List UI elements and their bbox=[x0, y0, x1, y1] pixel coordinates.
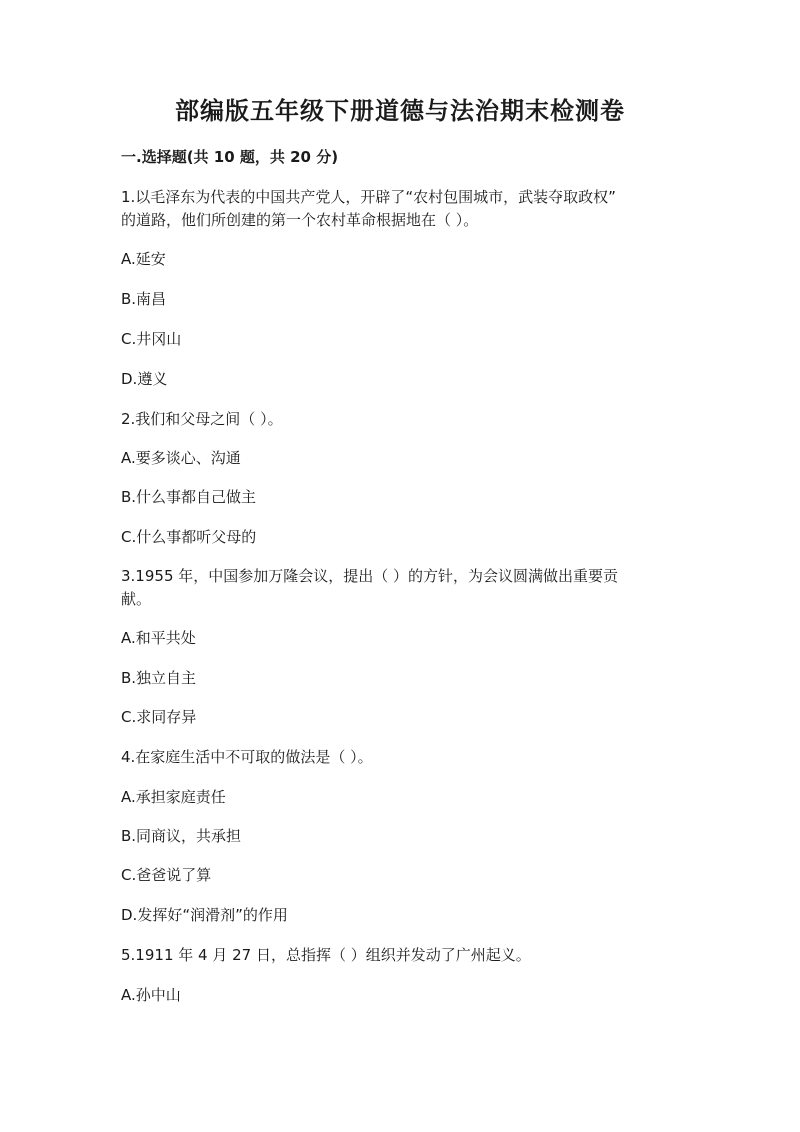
question-5-option-a: A.孙中山 bbox=[121, 986, 181, 1004]
question-4-option-b: B.同商议，共承担 bbox=[121, 827, 242, 845]
question-5-stem-line-1: 5.1911 年 4 月 27 日，总指挥（ ）组织并发动了广州起义。 bbox=[121, 946, 531, 964]
question-1-option-c: C.井冈山 bbox=[121, 330, 182, 348]
question-4-option-a: A.承担家庭责任 bbox=[121, 788, 226, 806]
question-3-stem-line-1: 3.1955 年，中国参加万隆会议，提出（ ）的方针，为会议圆满做出重要贡 bbox=[121, 567, 619, 585]
question-2-option-a: A.要多谈心、沟通 bbox=[121, 449, 241, 467]
question-4-stem-line-1: 4.在家庭生活中不可取的做法是（ ）。 bbox=[121, 748, 373, 766]
question-4-option-d: D.发挥好“润滑剂”的作用 bbox=[121, 906, 288, 924]
question-1-stem-line-2: 的道路，他们所创建的第一个农村革命根据地在（ ）。 bbox=[121, 211, 479, 229]
question-3-option-c: C.求同存异 bbox=[121, 708, 197, 726]
question-3-stem-line-2: 献。 bbox=[121, 590, 152, 608]
question-4-option-c: C.爸爸说了算 bbox=[121, 866, 212, 884]
question-2-stem-line-1: 2.我们和父母之间（ ）。 bbox=[121, 410, 283, 428]
question-2-option-b: B.什么事都自己做主 bbox=[121, 488, 257, 506]
question-2-option-c: C.什么事都听父母的 bbox=[121, 528, 257, 546]
question-1-option-b: B.南昌 bbox=[121, 290, 167, 308]
section-heading: 一.选择题(共 10 题，共 20 分) bbox=[121, 148, 339, 166]
question-1-stem-line-1: 1.以毛泽东为代表的中国共产党人，开辟了“农村包围城市，武装夺取政权” bbox=[121, 188, 616, 206]
page-title: 部编版五年级下册道德与法治期末检测卷 bbox=[175, 96, 625, 125]
question-3-option-a: A.和平共处 bbox=[121, 629, 196, 647]
question-1-option-a: A.延安 bbox=[121, 250, 166, 268]
question-1-option-d: D.遵义 bbox=[121, 370, 168, 388]
question-3-option-b: B.独立自主 bbox=[121, 669, 197, 687]
